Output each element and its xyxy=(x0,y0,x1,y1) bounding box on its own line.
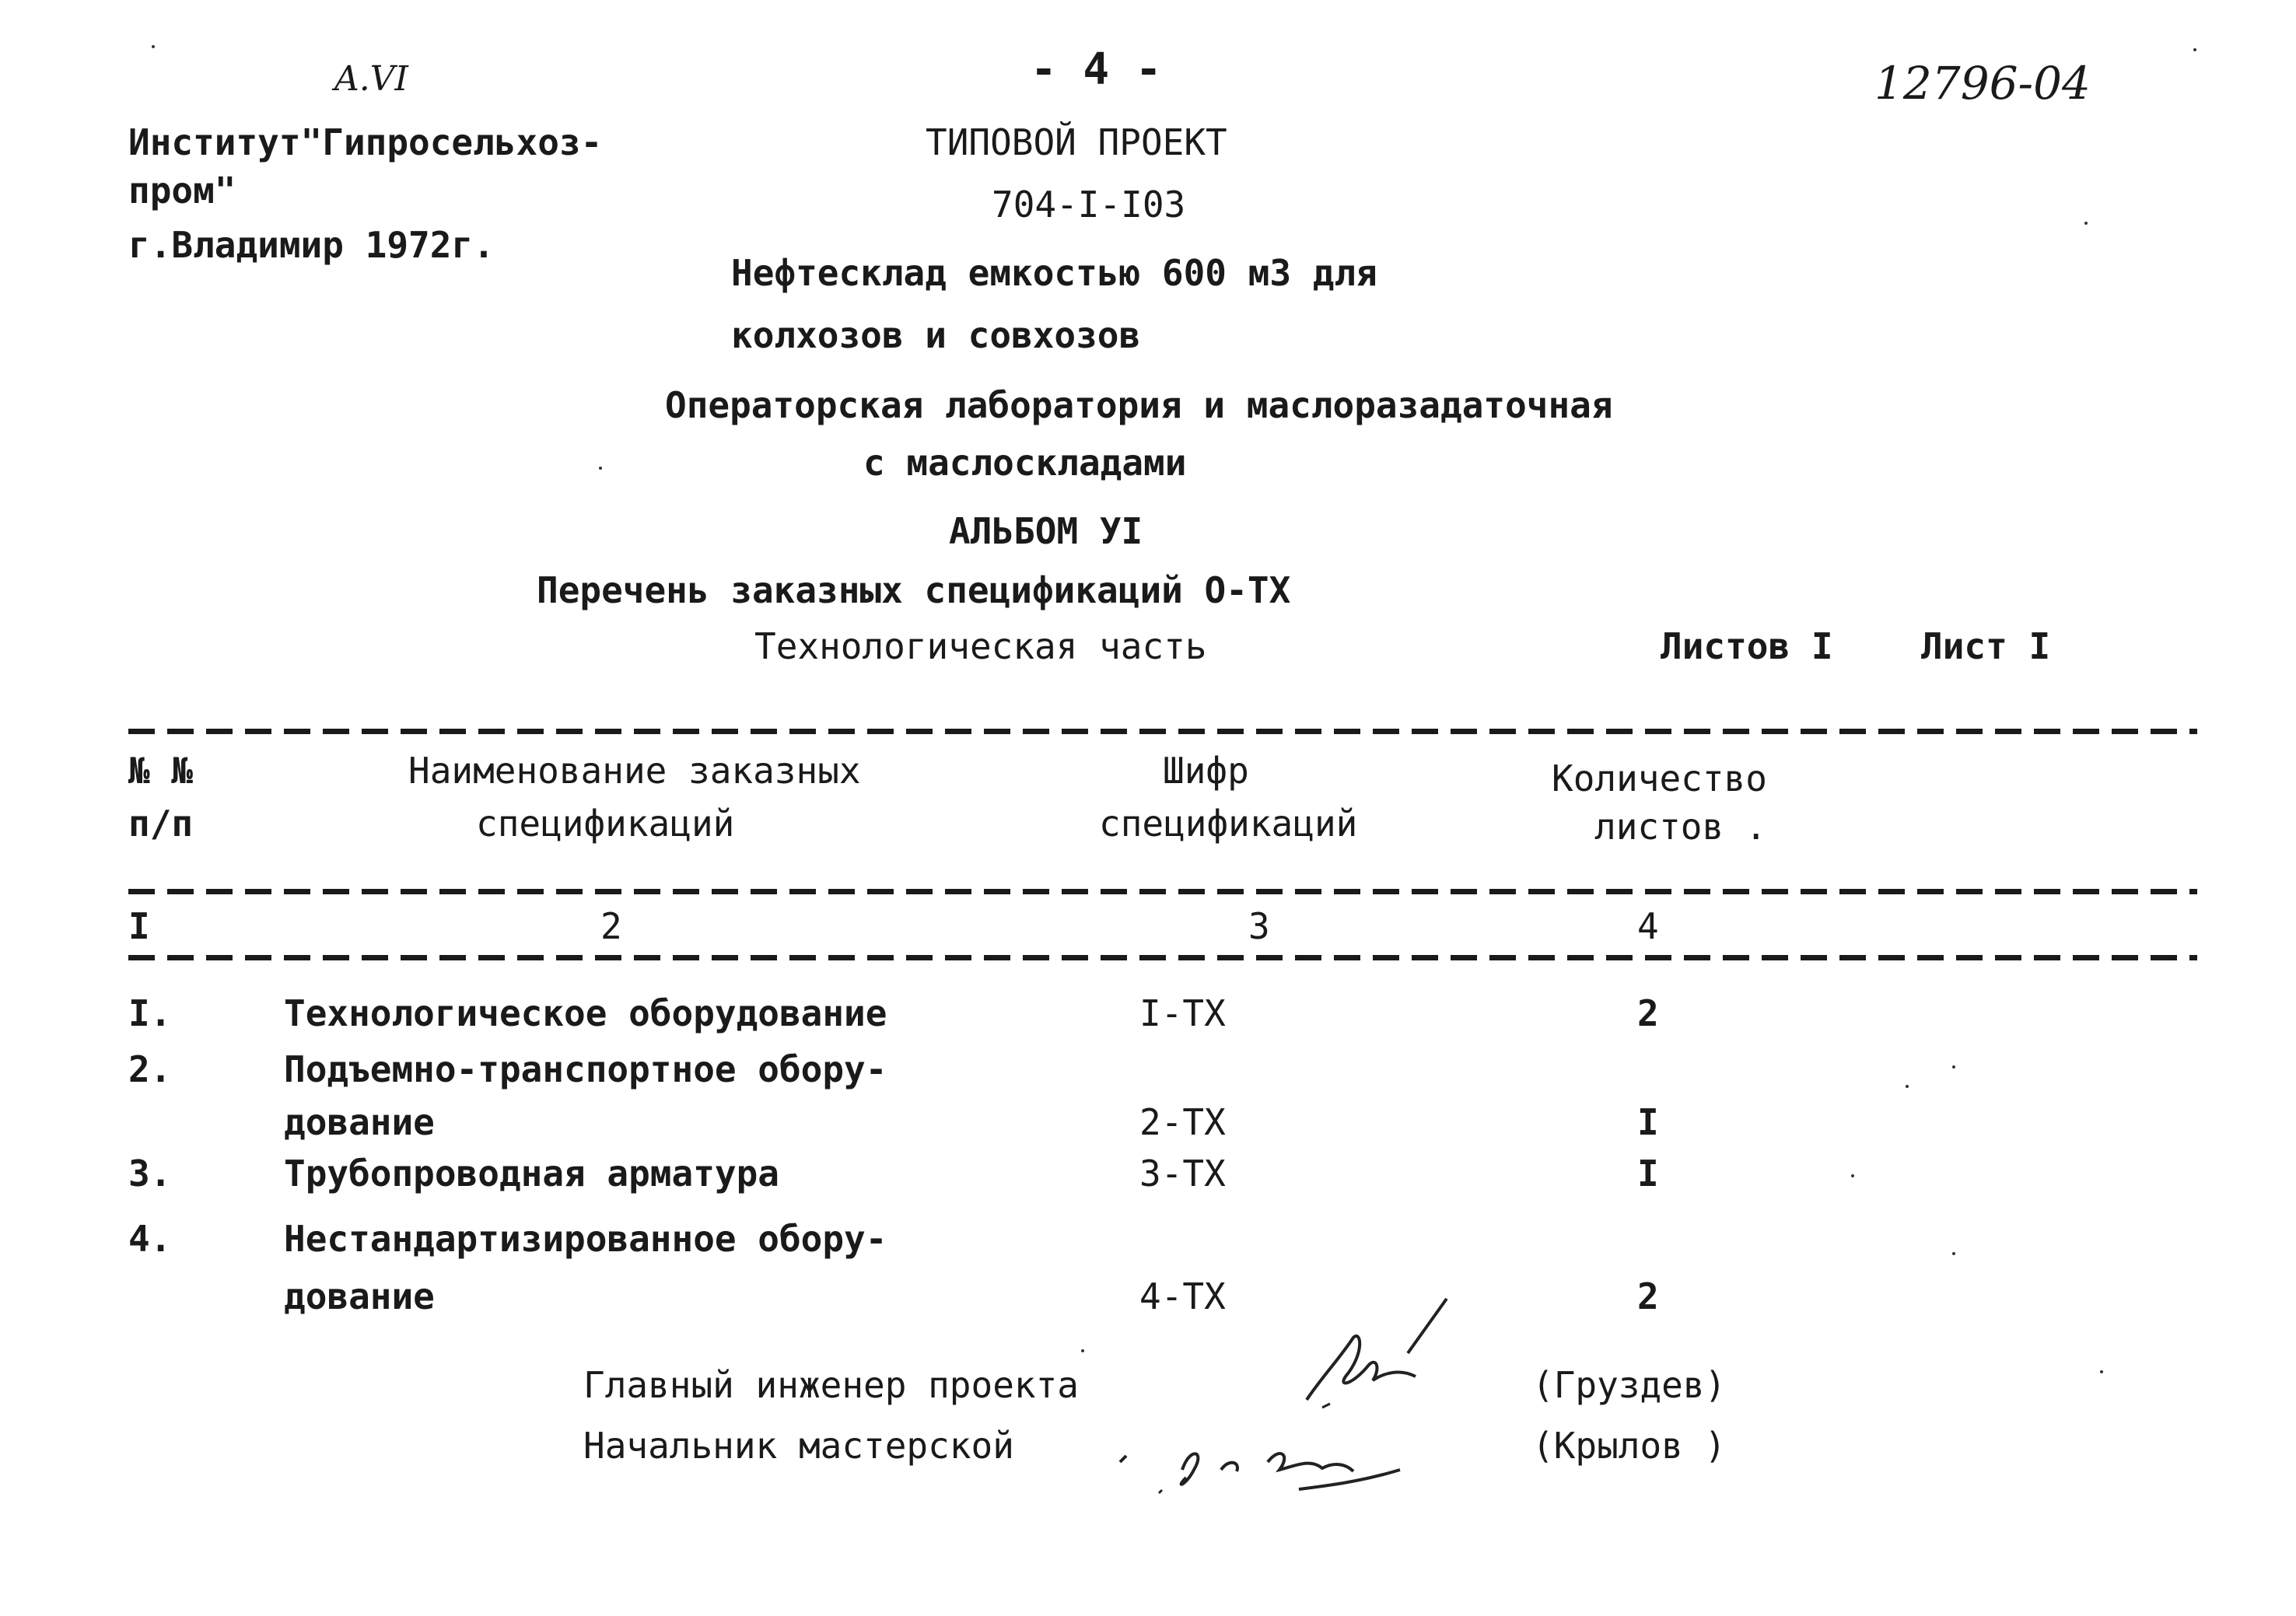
row-1-qty: 2 xyxy=(1637,992,1659,1034)
row-1-number: I. xyxy=(128,992,172,1034)
title-description-1: Нефтесклад емкостью 600 м3 для xyxy=(731,252,1377,294)
header-code-1: Шифр xyxy=(1163,750,1249,792)
header-num-2: п/п xyxy=(128,803,194,845)
scan-speck xyxy=(1906,1085,1909,1088)
institute-line-3: г.Владимир 1972г. xyxy=(128,224,495,266)
row-2-code: 2-ТХ xyxy=(1139,1101,1226,1143)
scan-speck xyxy=(2084,222,2088,225)
table-header-rule xyxy=(128,889,2197,894)
scan-speck xyxy=(599,467,602,470)
row-1-code: I-ТХ xyxy=(1139,992,1226,1034)
col-number-1: I xyxy=(128,905,150,947)
row-4-name-1: Нестандартизированное обору- xyxy=(284,1218,887,1260)
scan-speck xyxy=(2193,48,2196,51)
chief-engineer-signature xyxy=(1291,1291,1470,1415)
row-4-qty: 2 xyxy=(1637,1275,1659,1317)
row-1-name: Технологическое оборудование xyxy=(284,992,887,1034)
title-object-1: Операторская лаборатория и маслоразадаточная xyxy=(665,384,1613,426)
sheets-total: Листов I xyxy=(1661,625,1833,667)
chief-engineer-label: Главный инженер проекта xyxy=(583,1364,1079,1406)
sheet-number: Лист I xyxy=(1921,625,2051,667)
scan-speck xyxy=(1081,1349,1084,1352)
table-colnum-rule xyxy=(128,955,2197,960)
row-3-name: Трубопроводная арматура xyxy=(284,1153,779,1195)
scan-speck xyxy=(2100,1370,2103,1373)
row-3-qty: I xyxy=(1637,1153,1659,1195)
title-description-2: колхозов и совхозов xyxy=(731,314,1141,356)
scan-speck xyxy=(152,45,155,48)
page-number: - 4 - xyxy=(1031,44,1162,95)
row-2-name-2: дование xyxy=(284,1101,435,1143)
chief-engineer-name: (Груздев) xyxy=(1532,1364,1727,1406)
workshop-head-label: Начальник мастерской xyxy=(583,1425,1014,1467)
institute-line-2: пром" xyxy=(128,170,236,212)
header-qty-1: Количество xyxy=(1552,757,1767,799)
workshop-head-name: (Крылов ) xyxy=(1532,1425,1727,1467)
title-list-name: Перечень заказных спецификаций О-ТХ xyxy=(537,569,1291,611)
title-project-code: 704-I-I03 xyxy=(992,184,1186,226)
row-4-number: 4. xyxy=(128,1218,172,1260)
row-4-code: 4-ТХ xyxy=(1139,1275,1226,1317)
row-2-number: 2. xyxy=(128,1048,172,1090)
institute-line-1: Институт"Гипросельхоз- xyxy=(128,121,603,163)
scan-speck xyxy=(1851,1174,1854,1177)
title-object-2: с маслоскладами xyxy=(863,442,1187,484)
header-code-2: спецификаций xyxy=(1099,803,1358,845)
row-3-code: 3-ТХ xyxy=(1139,1153,1226,1195)
header-name-1: Наименование заказных xyxy=(408,750,861,792)
row-2-qty: I xyxy=(1637,1101,1659,1143)
scan-speck xyxy=(1952,1252,1955,1255)
scan-speck xyxy=(1952,1065,1955,1069)
workshop-head-signature xyxy=(1112,1415,1423,1501)
row-2-name-1: Подъемно-транспортное обору- xyxy=(284,1048,887,1090)
col-number-4: 4 xyxy=(1637,905,1659,947)
table-top-rule xyxy=(128,729,2197,734)
row-3-number: 3. xyxy=(128,1153,172,1195)
title-standard-project: ТИПОВОЙ ПРОЕКТ xyxy=(926,121,1227,163)
header-num-1: № № xyxy=(128,750,194,792)
row-4-name-2: дование xyxy=(284,1275,435,1317)
title-section: Технологическая часть xyxy=(754,625,1207,667)
album-mark: A.VI xyxy=(334,59,408,99)
col-number-3: 3 xyxy=(1248,905,1270,947)
col-number-2: 2 xyxy=(600,905,622,947)
header-qty-2: листов . xyxy=(1594,806,1767,848)
document-number: 12796-04 xyxy=(1874,57,2091,110)
title-album: АЛЬБОМ УI xyxy=(949,510,1143,552)
header-name-2: спецификаций xyxy=(476,803,735,845)
